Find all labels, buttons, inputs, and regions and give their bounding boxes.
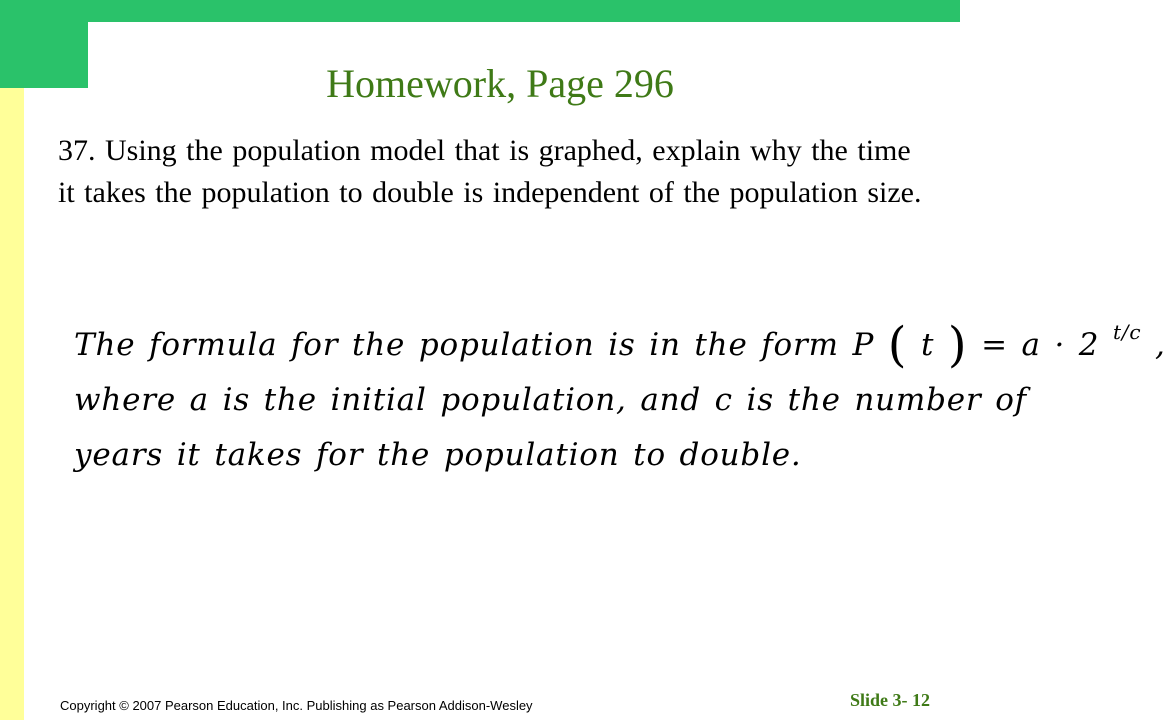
answer-line-3: years it takes for the population to double. bbox=[74, 437, 802, 473]
question-text: 37. Using the population model that is graphed, explain why the time it takes the population to double is independent of the population size. bbox=[58, 134, 922, 209]
formula-func: P bbox=[852, 327, 875, 363]
answer-line-1 bbox=[74, 305, 1166, 373]
formula-exponent: t/c bbox=[1112, 320, 1142, 344]
formula-var: t bbox=[920, 327, 935, 363]
formula-close-paren: ) bbox=[947, 317, 968, 373]
copyright-footer: Copyright © 2007 Pearson Education, Inc. Publishing as Pearson Addison-Wesley bbox=[60, 698, 533, 713]
population-formula bbox=[852, 317, 1166, 373]
formula-equals: = bbox=[981, 327, 1022, 363]
answer-block bbox=[74, 305, 1166, 483]
slide-number: Slide 3- 12 bbox=[849, 690, 930, 710]
side-accent-bar bbox=[0, 88, 24, 720]
formula-times: · bbox=[1054, 327, 1066, 363]
answer-line-2: where a is the initial population, and c is the number of bbox=[74, 382, 1027, 418]
answer-line-1-text: The formula for the population is in the form bbox=[74, 327, 853, 363]
formula-base: 2 bbox=[1078, 327, 1100, 363]
formula-coef: a bbox=[1021, 327, 1041, 363]
top-accent-bar bbox=[0, 0, 960, 22]
slide-title: Homework, Page 296 bbox=[326, 61, 674, 106]
formula-open-paren: ( bbox=[887, 317, 908, 373]
formula-trailing: , bbox=[1155, 327, 1166, 363]
